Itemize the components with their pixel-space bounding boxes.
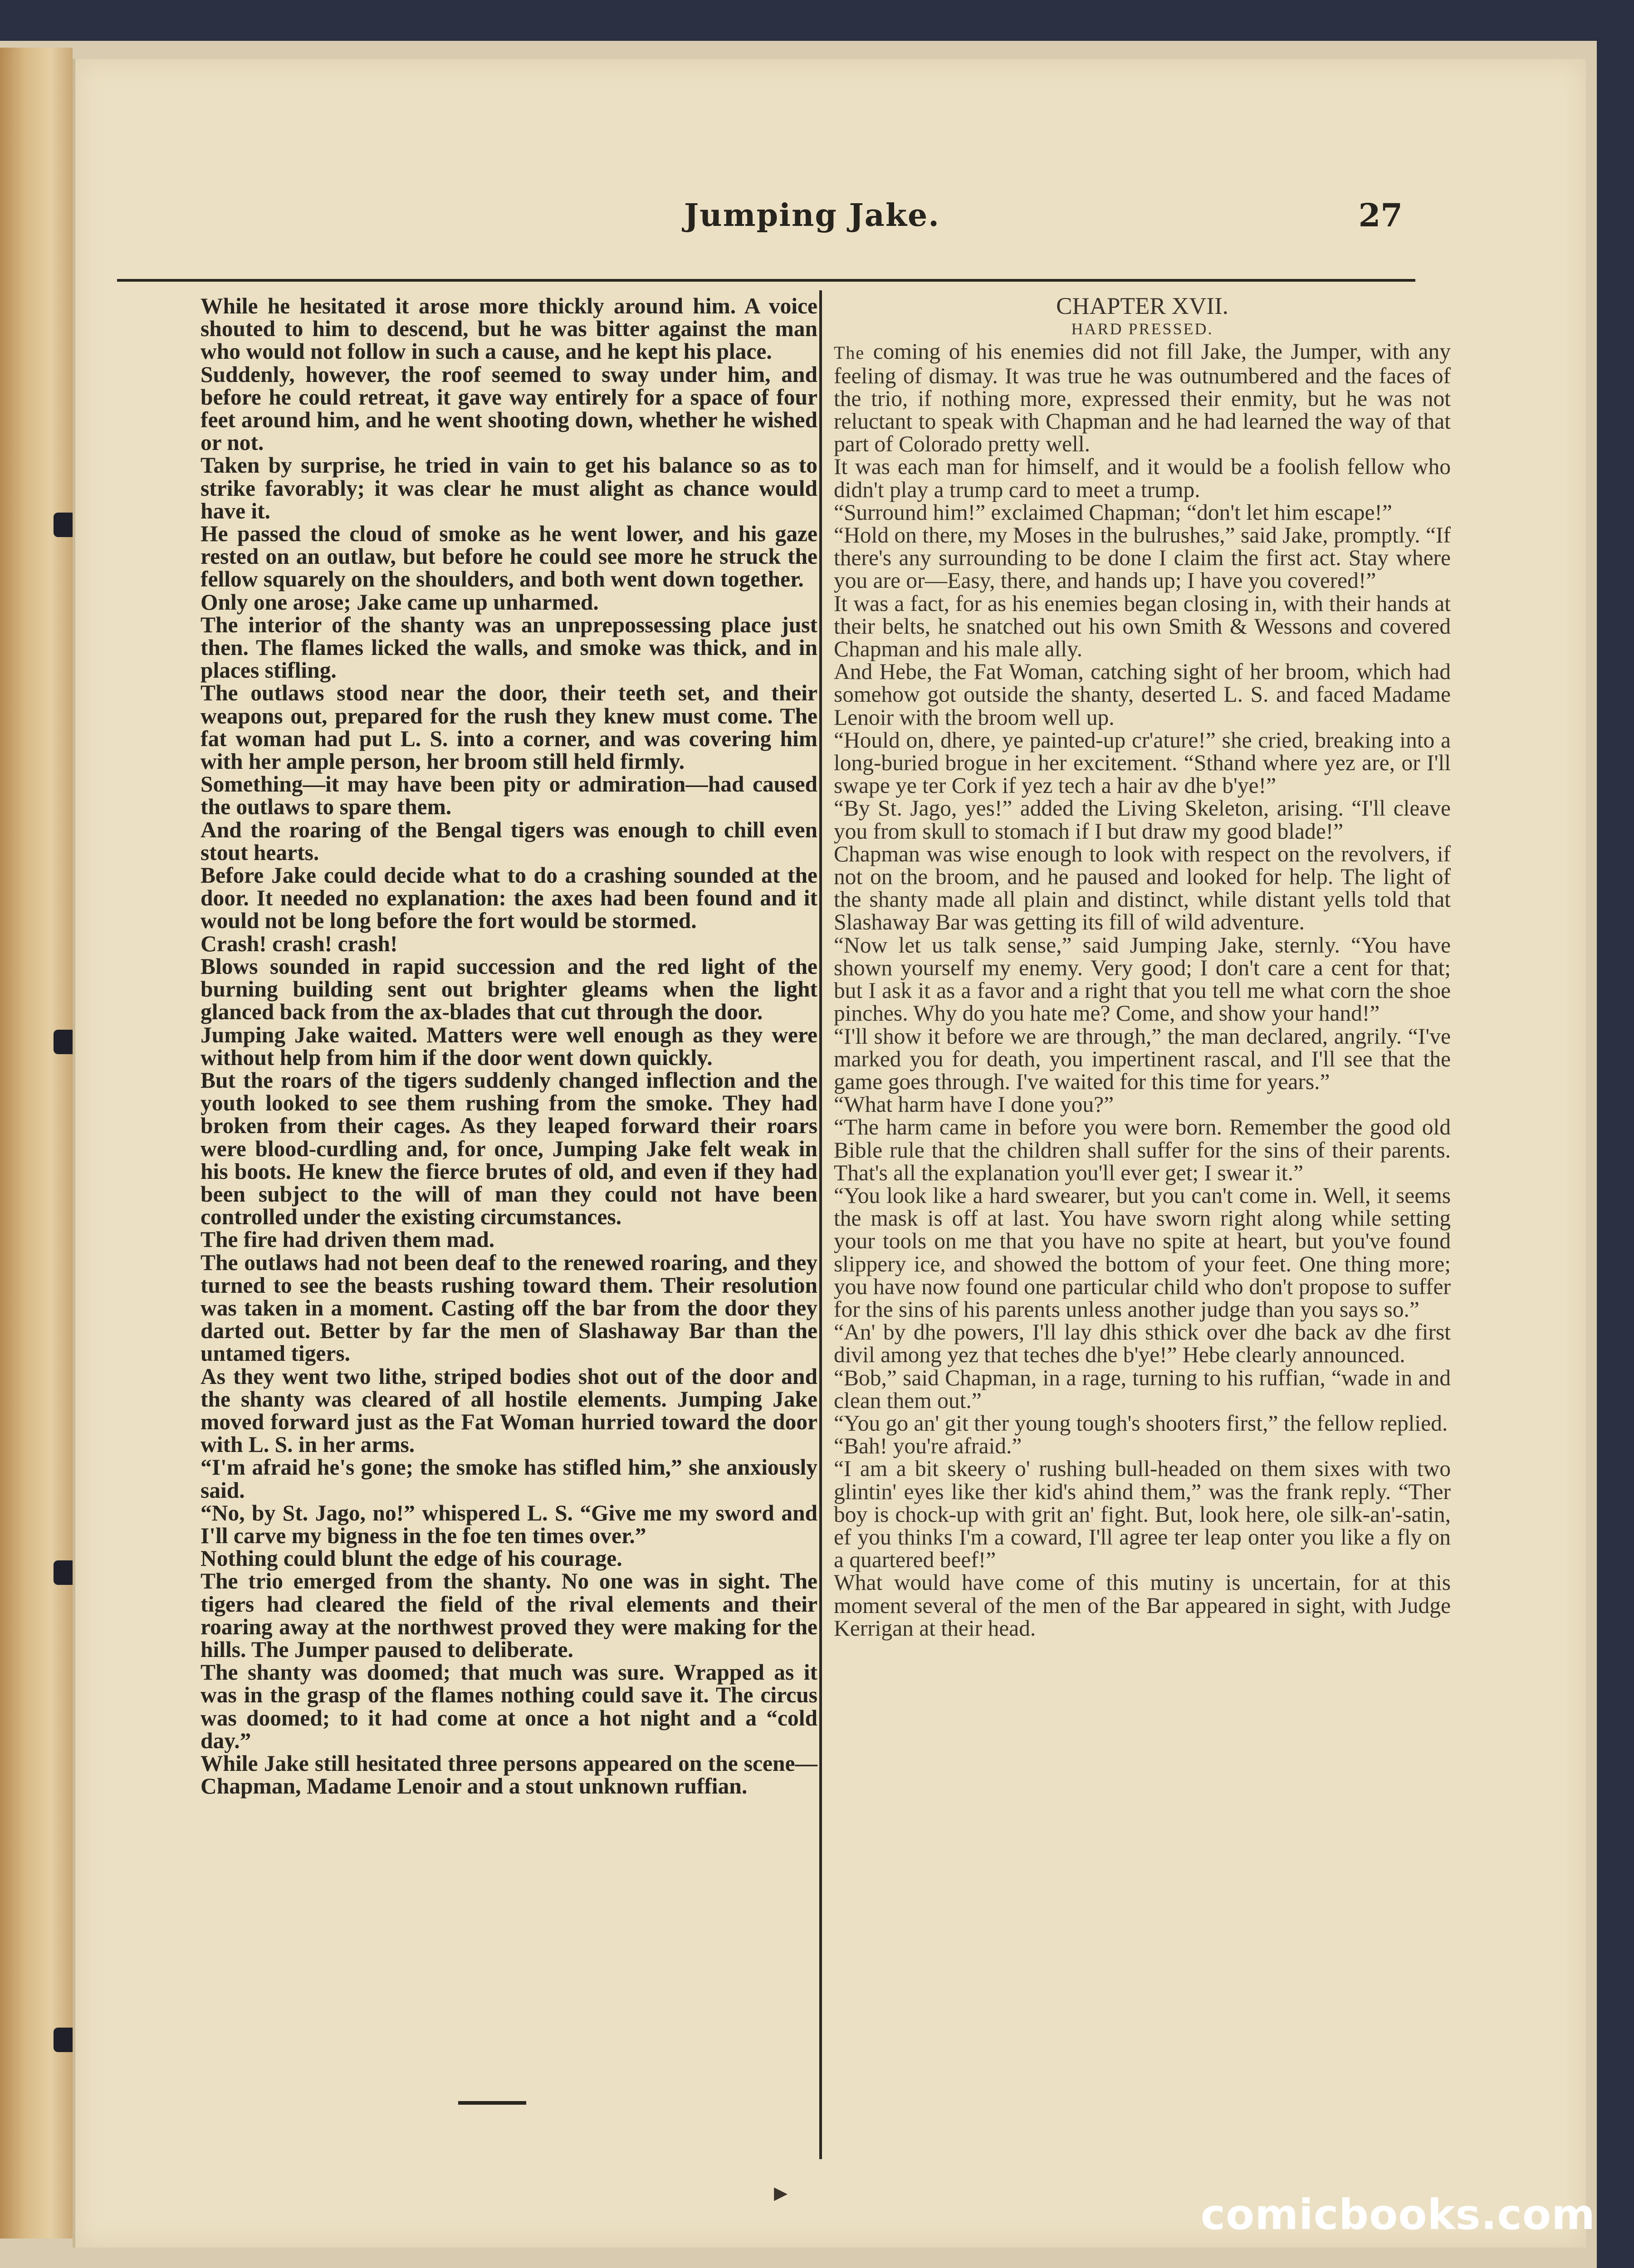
right-paragraphs xyxy=(834,455,1451,1640)
opening-text: coming of his enemies did not fill Jake, the Jumper, with any feeling of dismay. It was true he was outnumbered and the faces of the trio, if nothing more, expressed their enmity, but he was not reluctant to speak with Chapman and he had learned the way of that part of Colorado pretty well. xyxy=(834,339,1451,457)
left-column xyxy=(201,295,817,1798)
binding-edge xyxy=(0,48,73,2239)
paragraph: The trio emerged from the shanty. No one was in sight. The tigers had cleared the field of the rival elements and their roaring away at the northwest proved they were making for the hills. The Jumper paused to deliberate. xyxy=(201,1569,817,1662)
paragraph: It was each man for himself, and it would be a foolish fellow who didn't play a trump card to meet a trump. xyxy=(834,454,1451,502)
paragraph: The shanty was doomed; that much was sure. Wrapped as it was in the grasp of the flames nothing could save it. The circus was doomed; to it had come at once a hot night and a “cold day.” xyxy=(201,1660,817,1753)
paragraph: “You go an' git ther young tough's shooters first,” the fellow replied. xyxy=(834,1410,1448,1436)
paragraph: “I'll show it before we are through,” the man declared, angrily. “I've marked you for death, you impertinent rascal, and I'll see that the game goes through. I've waited for this time for years.” xyxy=(834,1023,1451,1094)
printer-mark: ▸ xyxy=(774,2176,788,2208)
chapter-title: CHAPTER XVII. xyxy=(1056,293,1228,319)
paragraph: But the roars of the tigers suddenly changed inflection and the youth looked to see them rushing from the smoke. They had broken from their cages. As they leaped forward their roars were blood-curdling and, for once, Jumping Jake felt weak in his boots. He knew the fierce brutes of old, and even if they had been subject to the will of man they could not have been controlled under the existing circumstances. xyxy=(201,1067,817,1230)
drop-word: The xyxy=(834,342,865,363)
paragraph: “Bob,” said Chapman, in a rage, turning to his ruffian, “wade in and clean them out.” xyxy=(834,1365,1451,1413)
paragraph: “What harm have I done you?” xyxy=(834,1092,1114,1117)
paragraph: The interior of the shanty was an unprepossessing place just then. The flames licked the walls, and smoke was thick, and in places stifling. xyxy=(201,612,817,683)
paragraph: Suddenly, however, the roof seemed to sway under him, and before he could retreat, it gave way entirely for a space of four feet around him, and he went shooting down, whether he wished or not. xyxy=(201,362,817,455)
paragraph: As they went two lithe, striped bodies shot out of the door and the shanty was cleared of all hostile elements. Jumping Jake moved forward just as the Fat Woman hurried toward the door with L. S. in her arms. xyxy=(201,1364,817,1457)
chapter-opening-paragraph xyxy=(834,340,1451,455)
paragraph: Nothing could blunt the edge of his courage. xyxy=(201,1546,622,1571)
paragraph: “The harm came in before you were born. Remember the good old Bible rule that the children shall suffer for the sins of their parents. That's all the explanation you'll ever get; I swear it.” xyxy=(834,1114,1451,1185)
paragraph: He passed the cloud of smoke as he went lower, and his gaze rested on an outlaw, but before he could see more he struck the fellow squarely on the shoulders, and both went down together. xyxy=(201,521,817,592)
paragraph: “An' by dhe powers, I'll lay dhis sthick over dhe back av dhe first divil among yez that teches dhe b'ye!” Hebe clearly announced. xyxy=(834,1320,1451,1368)
right-column xyxy=(834,295,1451,1640)
column-divider xyxy=(819,290,822,2159)
paragraph: “Surround him!” exclaimed Chapman; “don't let him escape!” xyxy=(834,499,1392,525)
paragraph: “Hold on there, my Moses in the bulrushes,” said Jake, promptly. “If there's any surrounding to be done I claim the first act. Stay where you are or—Easy, there, and hands up; I have you covered!” xyxy=(834,523,1451,593)
paragraph: The outlaws had not been deaf to the renewed roaring, and they turned to see the beasts rushing toward them. Their resolution was taken in a moment. Casting off the bar from the door they darted out. Better by far the men of Slashaway Bar than the untamed tigers. xyxy=(201,1250,817,1366)
paragraph: What would have come of this mutiny is uncertain, for at this moment several of the men of the Bar appeared in sight, with Judge Kerrigan at their head. xyxy=(834,1570,1451,1641)
paragraph: “I'm afraid he's gone; the smoke has stifled him,” she anxiously said. xyxy=(201,1455,817,1503)
paragraph: Chapman was wise enough to look with respect on the revolvers, if not on the broom, and he paused and looked for help. The light of the shanty made all plain and distinct, while distant yells told that Slashaway Bar was getting its fill of wild adventure. xyxy=(834,841,1451,935)
paragraph: Crash! crash! crash! xyxy=(201,931,398,956)
paragraph: “By St. Jago, yes!” added the Living Skeleton, arising. “I'll cleave you from skull to stomach if I but draw my good blade!” xyxy=(834,796,1451,844)
paragraph: Only one arose; Jake came up unharmed. xyxy=(201,589,599,615)
paragraph: “Bah! you're afraid.” xyxy=(834,1433,1022,1459)
paragraph: Taken by surprise, he tried in vain to get his balance so as to strike favorably; it was clear he must alight as chance would have it. xyxy=(201,453,817,523)
section-end-rule xyxy=(458,2101,526,2105)
paragraph: Something—it may have been pity or admiration—had caused the outlaws to spare them. xyxy=(201,772,817,820)
paragraph: Jumping Jake waited. Matters were well enough as they were without help from him if the door went down quickly. xyxy=(201,1022,817,1070)
paragraph: And the roaring of the Bengal tigers was enough to chill even stout hearts. xyxy=(201,817,817,865)
paragraph: Before Jake could decide what to do a crashing sounded at the door. It needed no explanation: the axes had been found and it would not be long before the fort would be stormed. xyxy=(201,863,817,934)
paragraph: And Hebe, the Fat Woman, catching sight of her broom, which had somehow got outside the shanty, deserted L. S. and faced Madame Lenoir with the broom well up. xyxy=(834,659,1451,730)
paragraph: While he hesitated it arose more thickly around him. A voice shouted to him to descend, but he was bitter against the man who would not follow in such a cause, and he kept his place. xyxy=(201,293,817,364)
paragraph: The fire had driven them mad. xyxy=(201,1227,495,1252)
running-title: Jumping Jake. xyxy=(684,197,940,234)
running-header xyxy=(117,147,1415,282)
paragraph: “No, by St. Jago, no!” whispered L. S. “Give me my sword and I'll carve my bigness in the foe ten times over.” xyxy=(201,1500,817,1548)
paragraph: It was a fact, for as his enemies began closing in, with their hands at their belts, he snatched out his own Smith & Wessons and covered Chapman and his male ally. xyxy=(834,591,1451,662)
paragraph: “I am a bit skeery o' rushing bull-headed on them sixes with two glintin' eyes like ther kid's ahind them,” was the frank reply. “Ther boy is chock-up with grit an' fight. But, look here, ole silk-an'-satin, ef you thinks I'm a coward, I'll agree ter leap onter you like a fly on a quartered beef!” xyxy=(834,1456,1451,1573)
page-number: 27 xyxy=(1358,196,1403,234)
paragraph: While Jake still hesitated three persons appeared on the scene—Chapman, Madame Lenoir and a stout unknown ruffian. xyxy=(201,1751,817,1799)
paragraph: The outlaws stood near the door, their teeth set, and their weapons out, prepared for the rush they knew must come. The fat woman had put L. S. into a corner, and was covering him with her ample person, her broom still held firmly. xyxy=(201,680,817,774)
paragraph: “Hould on, dhere, ye painted-up cr'ature!” she cried, breaking into a long-buried brogue in her excitement. “Sthand where yez are, or I'll swape ye ter Cork if yez tech a hair av dhe b'ye!” xyxy=(834,727,1451,798)
paragraph: “You look like a hard swearer, but you can't come in. Well, it seems the mask is off at last. You have sworn right along while setting your tools on me that you have no spite at heart, but you've found slippery ice, and showed the bottom of your feet. One thing more; you have now found one particular child who don't propose to suffer for the sins of his parents unless another judge than you says so.” xyxy=(834,1183,1451,1322)
watermark: comicbooks.com xyxy=(1200,2190,1595,2239)
chapter-subtitle: HARD PRESSED. xyxy=(1071,320,1213,338)
paragraph: Blows sounded in rapid succession and the red light of the burning building sent out brighter gleams when the light glanced back from the ax-blades that cut through the door. xyxy=(201,953,817,1025)
paragraph: “Now let us talk sense,” said Jumping Jake, sternly. “You have shown yourself my enemy. Very good; I don't care a cent for that; but I ask it as a favor and a right that you tell me what corn the shoe pinches. Why do you hate me? Come, and show your hand!” xyxy=(834,932,1451,1026)
